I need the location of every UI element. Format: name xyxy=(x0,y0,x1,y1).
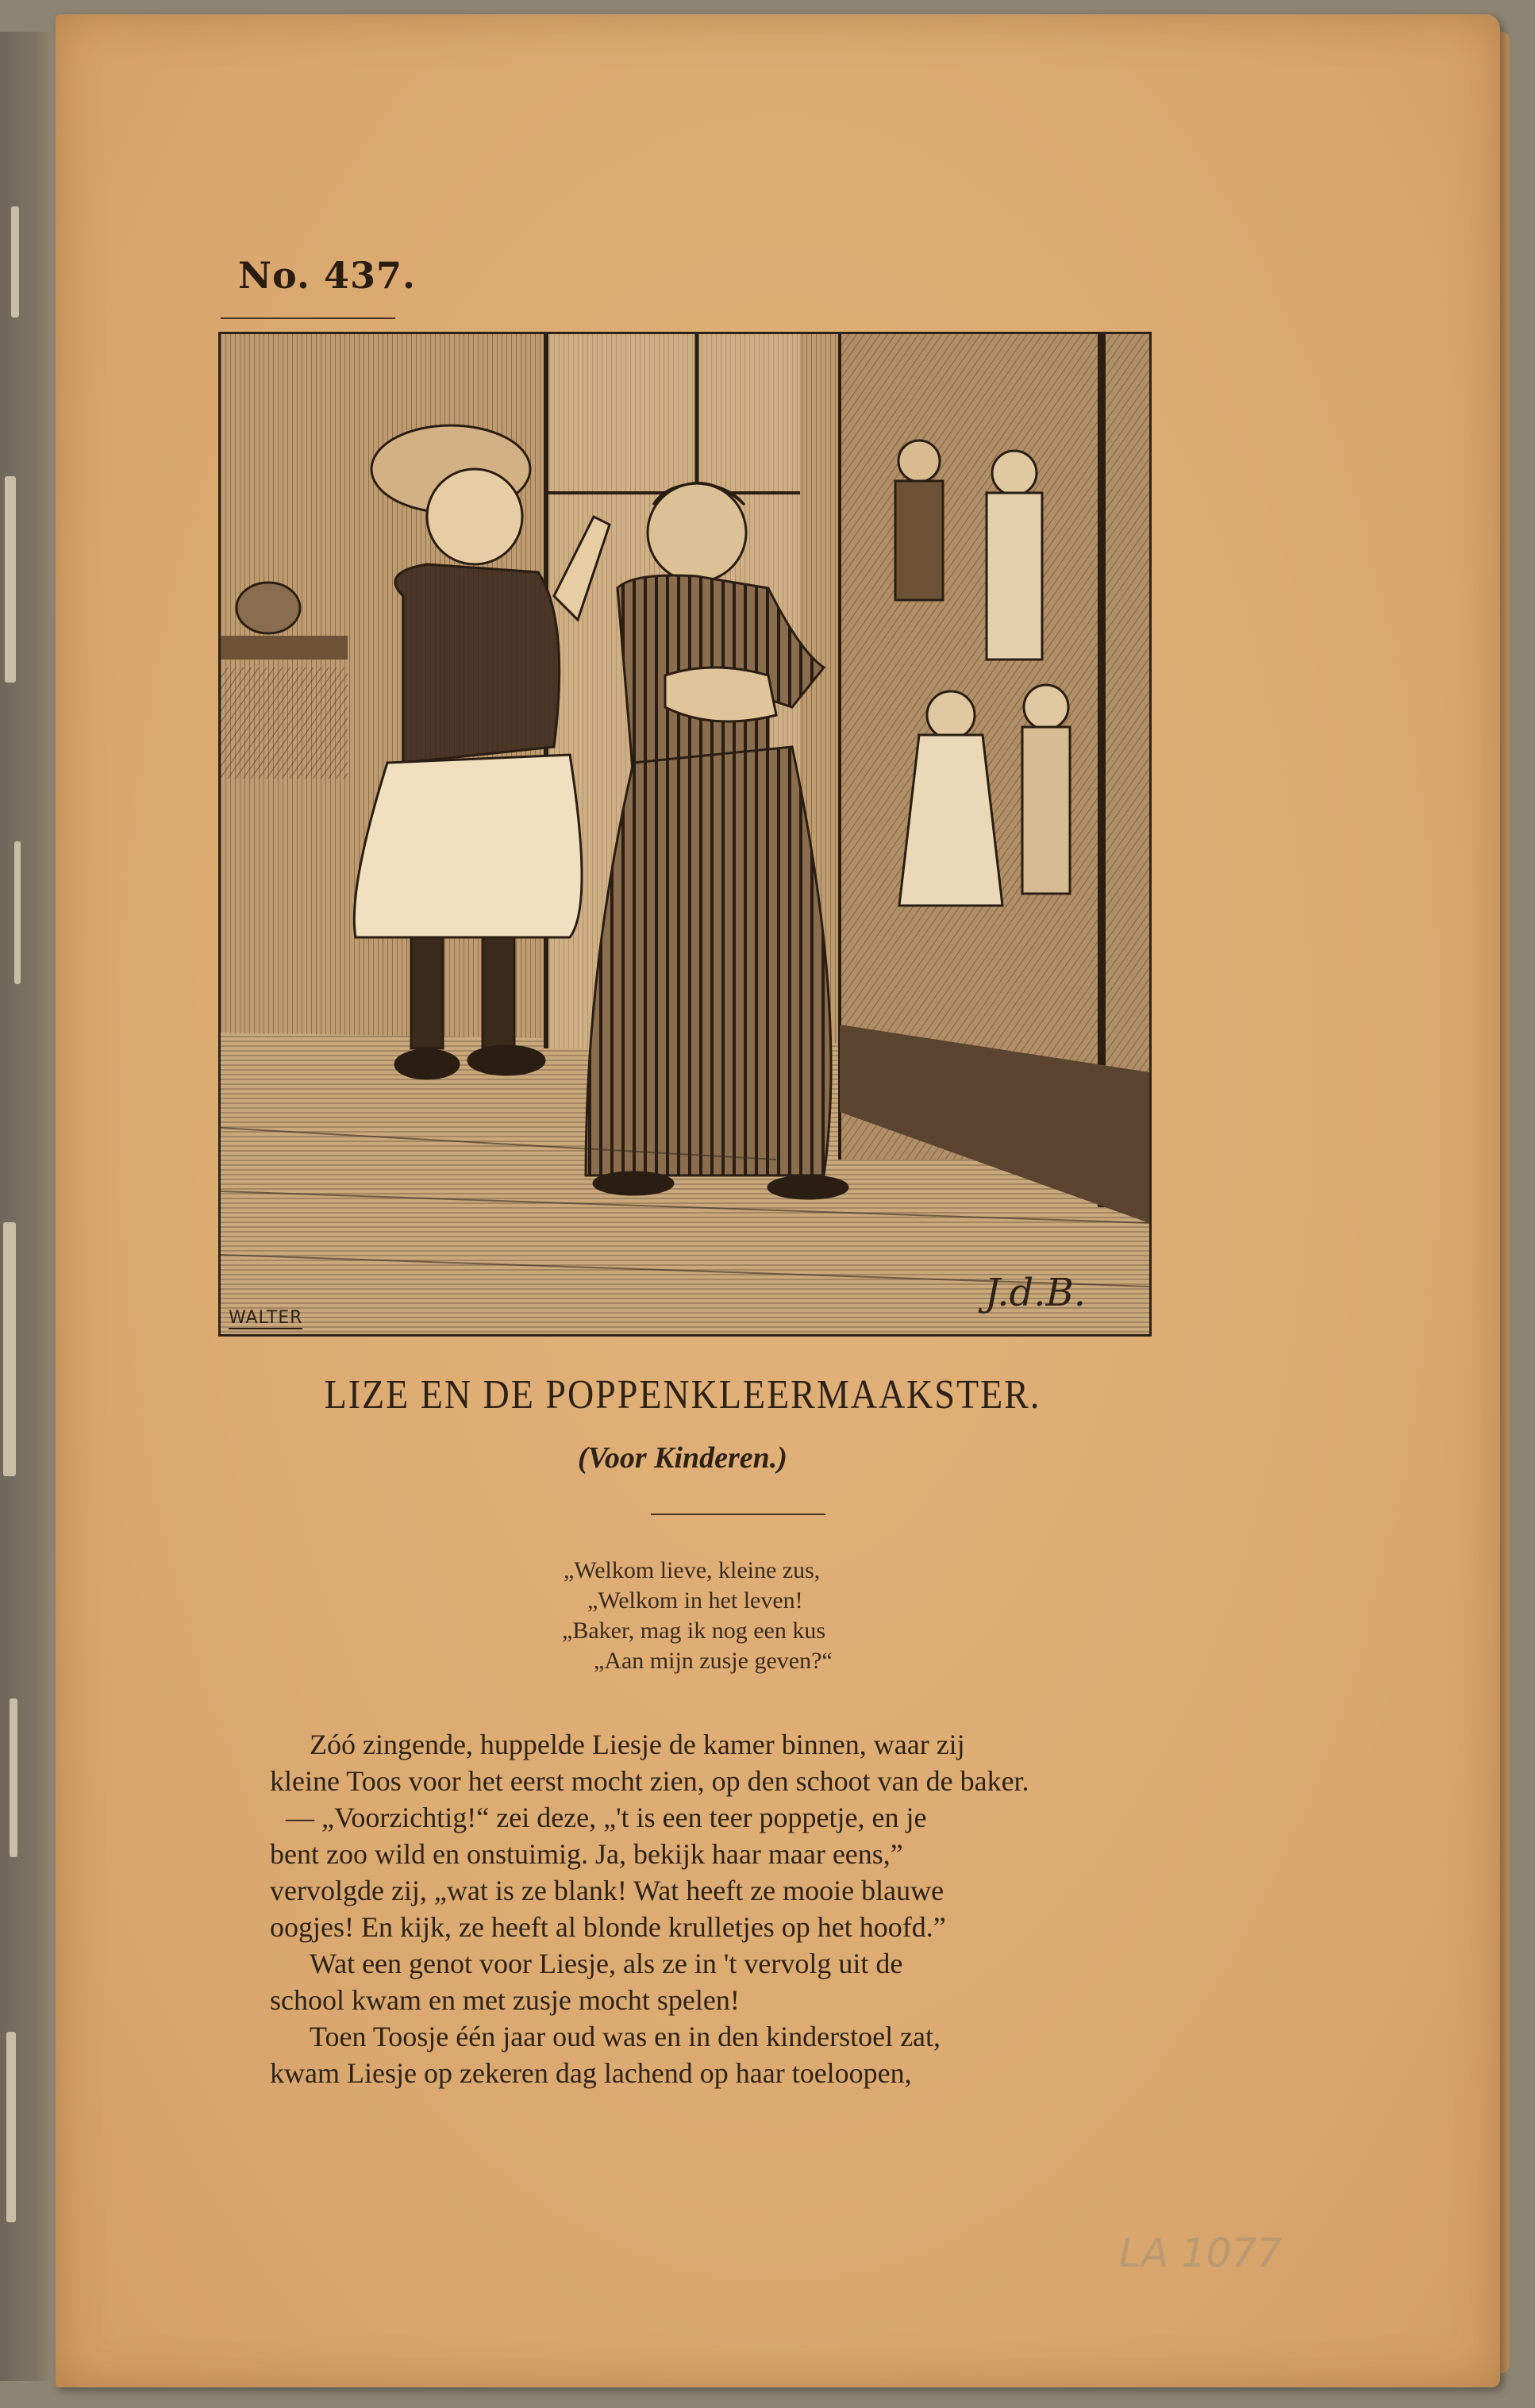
prose-line: Toen Toosje één jaar oud was en in den kinderstoel zat, xyxy=(310,2021,941,2052)
prose-line: Wat een genot voor Liesje, als ze in 't vervolg uit de xyxy=(310,1948,903,1979)
poem-line: „Baker, mag ik nog een kus xyxy=(562,1618,826,1644)
prose-line: school kwam en met zusje mocht spelen! xyxy=(270,1984,740,2016)
artist-signature-left: WALTER xyxy=(229,1308,303,1328)
illustration-engraving xyxy=(218,332,1152,1337)
prose-line: — „Voorzichtig!“ zei deze, „'t is een teer poppetje, en je xyxy=(286,1802,927,1833)
prose-line: vervolgde zij, „wat is ze blank! Wat heeft ze mooie blauwe xyxy=(270,1875,944,1906)
prose-line: bent zoo wild en onstuimig. Ja, bekijk haar maar eens,” xyxy=(270,1838,903,1870)
poem-line: „Aan mijn zusje geven?“ xyxy=(594,1648,833,1674)
story-subtitle: (Voor Kinderen.) xyxy=(578,1441,787,1475)
prose-line: kwam Liesje op zekeren dag lachend op haar toeloopen, xyxy=(270,2057,912,2089)
prose-line: Zóó zingende, huppelde Liesje de kamer binnen, waar zij xyxy=(310,1729,965,1760)
issue-number: No. 437. xyxy=(238,254,416,297)
poem-line: „Welkom lieve, kleine zus, xyxy=(564,1557,821,1583)
title-divider xyxy=(651,1514,825,1515)
story-title: LIZE EN DE POPPENKLEERMAAKSTER. xyxy=(324,1371,1041,1417)
engraving-drawing xyxy=(221,334,1149,1334)
prose-line: kleine Toos voor het eerst mocht zien, op den schoot van de baker. xyxy=(270,1765,1029,1797)
poem-line: „Welkom in het leven! xyxy=(587,1587,803,1614)
prose-line: oogjes! En kijk, ze heeft al blonde krulletjes op het hoofd.” xyxy=(270,1911,946,1943)
opening-poem xyxy=(508,1556,1064,1676)
archive-stamp: LA 1077 xyxy=(1119,2230,1283,2276)
issue-underline xyxy=(221,317,395,319)
artist-signature-right: J.d.B. xyxy=(984,1271,1086,1315)
book-spine xyxy=(0,32,63,2381)
story-text xyxy=(270,1726,1198,2091)
